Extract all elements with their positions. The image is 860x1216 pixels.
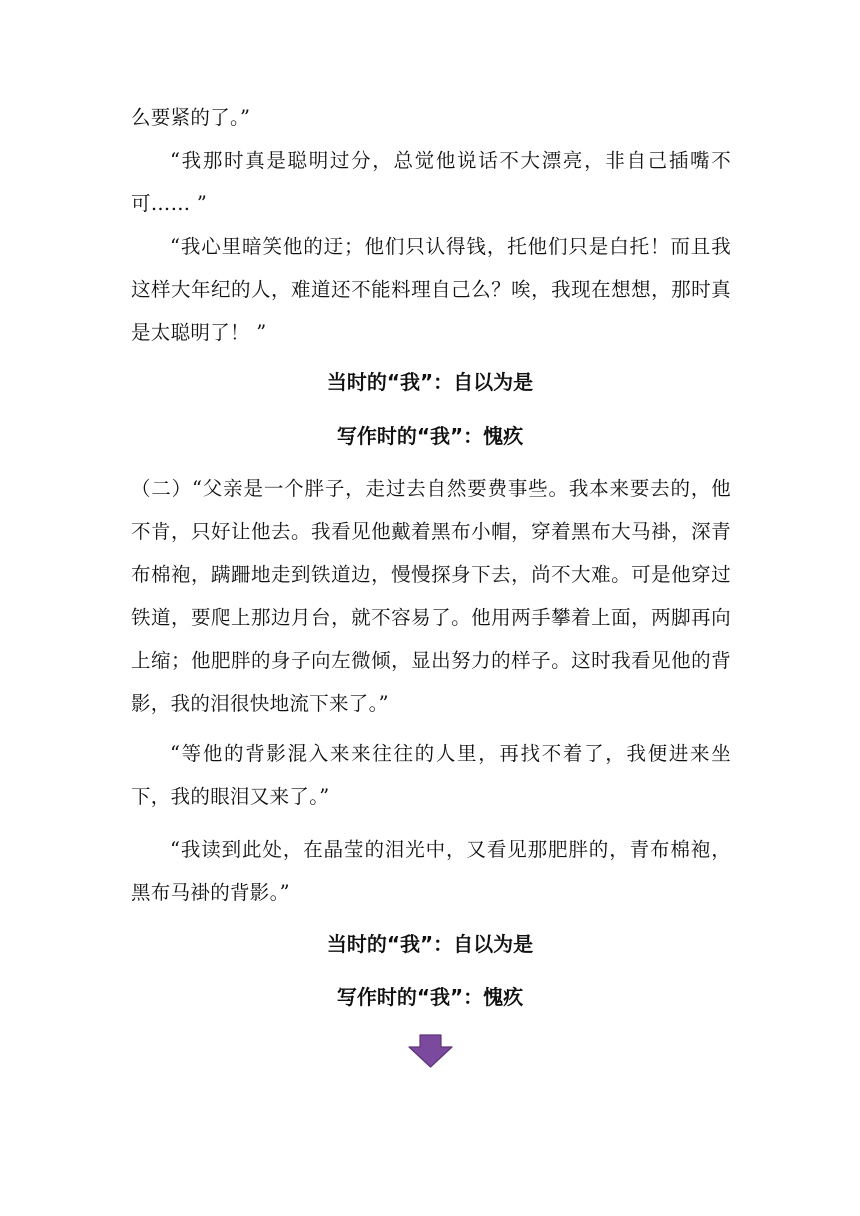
- summary-writing-2: 写作时的“我”：愧疚: [336, 985, 524, 1009]
- paragraph-quote-2: “我心里暗笑他的迂；他们只认得钱，托他们只是白托！而且我这样大年纪的人，难道还不能料理自己么？唉，我现在想想，那时真是太聪明了！ ”: [131, 235, 731, 344]
- paragraph-continuation: 么要紧的了。”: [131, 106, 251, 129]
- summary-writing-1: 写作时的“我”：愧疚: [336, 424, 524, 448]
- summary-then-1: 当时的“我”：自以为是: [326, 370, 534, 394]
- summary-then-2: 当时的“我”：自以为是: [326, 932, 534, 956]
- paragraph-quote-4: “我读到此处，在晶莹的泪光中，又看见那肥胖的，青布棉袍，黑布马褂的背影。”: [131, 838, 731, 904]
- down-arrow-icon: [408, 1034, 453, 1068]
- paragraph-section-2: （二）“父亲是一个胖子，走过去自然要费事些。我本来要去的，他不肯，只好让他去。我看见他戴着黑布小帽，穿着黑布大马褂，深青布棉袍，蹒跚地走到铁道边，慢慢探身下去，尚不大难。可是他穿过铁道，要爬上那边月台，就不容易了。他用两手攀着上面，两脚再向上缩；他肥胖的身子向左微倾，显出努力的样子。这时我看见他的背影，我的泪很快地流下来了。”: [131, 477, 731, 715]
- paragraph-quote-3: “等他的背影混入来来往往的人里，再找不着了，我便进来坐下，我的眼泪又来了。”: [131, 742, 731, 808]
- paragraph-quote-1: “我那时真是聪明过分，总觉他说话不大漂亮，非自己插嘴不可…… ”: [131, 149, 731, 215]
